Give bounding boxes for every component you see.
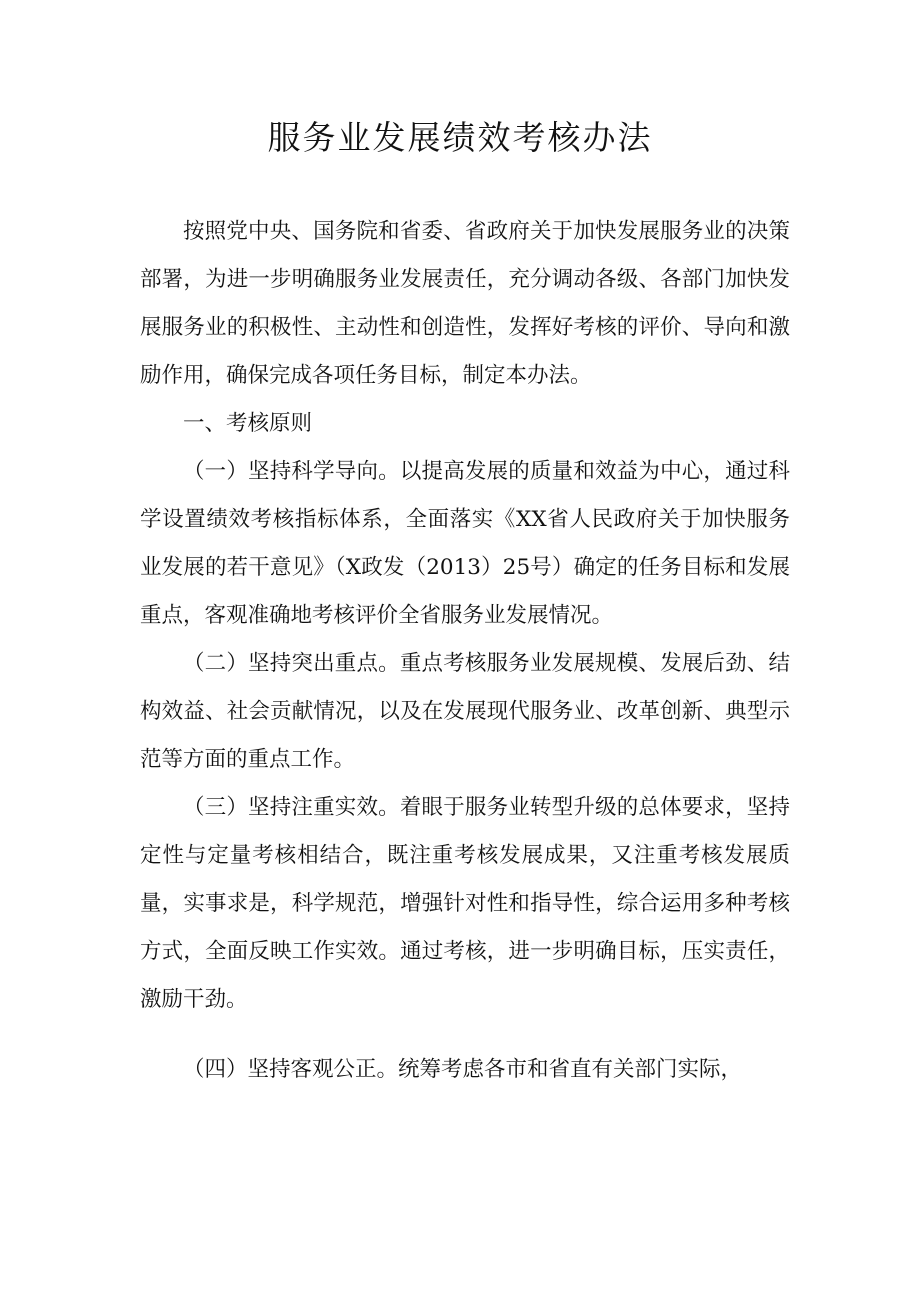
document-body — [140, 208, 790, 1094]
document-title: 服务业发展绩效考核办法 — [267, 118, 653, 157]
principle-4-paragraph: （四）坚持客观公正。统筹考虑各市和省直有关部门实际， — [183, 1057, 743, 1082]
principle-1-paragraph: （一）坚持科学导向。以提高发展的质量和效益为中心，通过科学设置绩效考核指标体系，全面落实《XX省人民政府关于加快服务业发展的若干意见》（X政发（2013）25号）确定的任务目标和发展重点，客观准确地考核评价全省服务业发展情况。 — [140, 459, 790, 628]
principle-3-paragraph: （三）坚持注重实效。着眼于服务业转型升级的总体要求，坚持定性与定量考核相结合，既注重考核发展成果，又注重考核发展质量，实事求是，科学规范，增强针对性和指导性，综合运用多种考核方式，全面反映工作实效。通过考核，进一步明确目标，压实责任，激励干劲。 — [140, 795, 790, 1012]
section-heading-principles: 一、考核原则 — [183, 411, 313, 436]
principle-2-paragraph: （二）坚持突出重点。重点考核服务业发展规模、发展后劲、结构效益、社会贡献情况，以及在发展现代服务业、改革创新、典型示范等方面的重点工作。 — [140, 651, 790, 772]
intro-paragraph: 按照党中央、国务院和省委、省政府关于加快发展服务业的决策部署，为进一步明确服务业发展责任，充分调动各级、各部门加快发展服务业的积极性、主动性和创造性，发挥好考核的评价、导向和激励作用，确保完成各项任务目标，制定本办法。 — [140, 219, 790, 388]
